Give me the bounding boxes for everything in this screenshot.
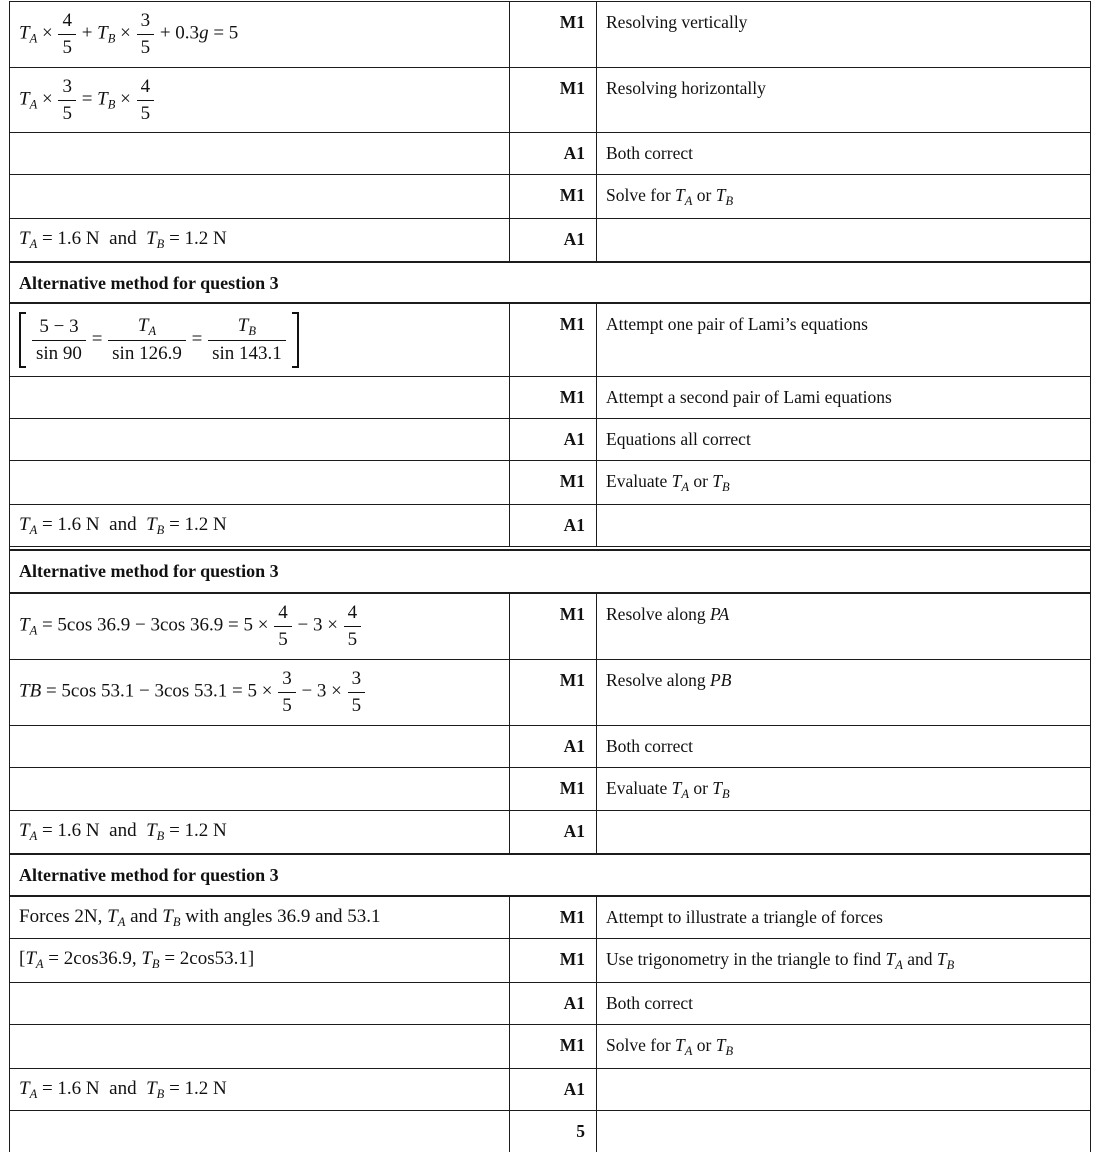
text-run: 3: [140, 10, 151, 31]
text-run: 5: [282, 695, 292, 716]
description-cell: [596, 461, 1090, 504]
mark-scheme-row: [10, 218, 1090, 261]
text-run: and: [125, 905, 163, 927]
text-run: 5: [140, 36, 151, 58]
working-cell: [10, 2, 509, 67]
mark-scheme-row: [10, 659, 1090, 725]
mark-cell: A1: [509, 133, 596, 174]
section-header-row: [10, 551, 1090, 592]
text-run: = 2cos36.9,: [43, 948, 142, 970]
description-cell: [596, 219, 1090, 261]
section-header-label: Alternative method for question 3: [19, 272, 279, 293]
description-cell: [596, 1069, 1090, 1111]
math-var: T: [675, 185, 685, 206]
fraction: [208, 315, 286, 365]
working-cell: [10, 304, 509, 376]
math-var: T: [715, 1034, 726, 1055]
math-var: TB: [19, 680, 42, 702]
text-run: with angles 36.9 and 53.1: [180, 905, 381, 927]
fraction: [32, 316, 86, 365]
math-var: T: [19, 615, 30, 637]
text-run: 3: [351, 668, 362, 690]
text-run: ×: [37, 88, 58, 110]
text-run: Attempt a second pair of Lami equations: [606, 387, 892, 408]
math-var: T: [146, 228, 157, 249]
text-run: = 1.2 N: [164, 820, 227, 842]
text-run: = 5: [208, 22, 239, 44]
text-run: =: [86, 328, 108, 350]
description-cell: [596, 377, 1090, 418]
text-run: 4: [62, 10, 72, 31]
mark-scheme-row: [10, 810, 1090, 853]
mark-cell: M1: [509, 594, 596, 659]
working-cell: [10, 377, 509, 418]
mark-cell: M1: [509, 377, 596, 418]
text-run: 4: [347, 602, 358, 624]
math-var: PB: [710, 670, 732, 691]
description-cell: [596, 419, 1090, 460]
mark-scheme-row: [10, 460, 1090, 504]
text-run: ×: [115, 88, 136, 110]
text-run: Evaluate: [606, 471, 672, 492]
math-subscript: A: [681, 480, 689, 495]
math-var: T: [936, 949, 947, 970]
math-subscript: B: [248, 324, 257, 339]
text-run: sin 90: [36, 342, 82, 364]
text-run: sin 126.9: [112, 343, 182, 365]
math-var: T: [162, 905, 173, 927]
text-run: =: [76, 88, 98, 110]
math-var: T: [712, 471, 723, 492]
big-close-bracket: [292, 312, 299, 368]
math-subscript: B: [151, 957, 160, 972]
mark-cell: A1: [509, 983, 596, 1024]
math-subscript: B: [946, 958, 955, 973]
math-subscript: B: [156, 522, 165, 537]
text-run: Resolve along: [606, 670, 711, 691]
text-run: Both correct: [606, 735, 693, 756]
working-cell: [10, 419, 509, 460]
math-subscript: A: [29, 522, 38, 537]
description-cell: [596, 660, 1090, 725]
text-run: − 3 ×: [292, 615, 343, 637]
math-subscript: A: [29, 97, 38, 112]
text-run: = 5cos 36.9 − 3cos 36.9 = 5 ×: [37, 615, 274, 637]
text-run: = 1.2 N: [164, 1077, 227, 1099]
mark-cell: M1: [509, 461, 596, 504]
math-var: T: [146, 513, 157, 535]
working-cell: [10, 68, 509, 133]
mark-scheme-row: [10, 174, 1090, 218]
working-cell: [10, 219, 509, 261]
working-cell: [10, 897, 509, 939]
fraction: [137, 76, 155, 125]
mark-cell: M1: [509, 768, 596, 811]
mark-scheme-row: [10, 592, 1090, 659]
text-run: Solve for: [606, 1034, 676, 1055]
text-run: − 3 ×: [296, 680, 347, 702]
math-var: T: [19, 228, 30, 249]
text-run: ×: [37, 22, 58, 44]
math-var: T: [237, 315, 249, 337]
text-run: = 1.6 N and: [37, 1077, 147, 1099]
big-open-bracket: [19, 312, 26, 368]
mark-scheme-row: [10, 895, 1090, 939]
math-subscript: A: [29, 1086, 38, 1101]
description-cell: [596, 594, 1090, 659]
text-run: Evaluate: [606, 777, 672, 798]
mark-cell: A1: [509, 219, 596, 261]
mark-cell: M1: [509, 897, 596, 939]
math-var: T: [671, 471, 682, 492]
math-var: T: [97, 88, 108, 110]
mark-cell: M1: [509, 175, 596, 218]
math-var: PA: [710, 604, 730, 625]
math-var: T: [107, 905, 118, 927]
math-var: T: [141, 948, 152, 970]
mark-scheme-row: [10, 2, 1090, 67]
math-subscript: A: [684, 194, 693, 209]
description-cell: [596, 1111, 1090, 1152]
mark-cell: M1: [509, 68, 596, 133]
math-var: T: [675, 1034, 685, 1055]
math-var: T: [146, 1077, 157, 1099]
text-run: sin 143.1: [212, 343, 282, 365]
total-marks-row: [10, 1110, 1090, 1152]
mark-cell: M1: [509, 660, 596, 725]
text-run: Resolving horizontally: [606, 77, 766, 98]
working-cell: [10, 133, 509, 174]
math-var: T: [146, 820, 157, 842]
text-run: 5: [351, 695, 362, 716]
text-run: Resolving vertically: [606, 12, 748, 32]
text-run: Resolve along: [606, 604, 711, 625]
math-subscript: B: [725, 1043, 734, 1058]
mark-cell: A1: [509, 1069, 596, 1111]
working-cell: [10, 768, 509, 811]
mark-scheme-row: [10, 302, 1090, 376]
math-subscript: A: [29, 237, 38, 251]
mark-scheme-row: [10, 504, 1090, 547]
math-var: T: [137, 315, 149, 337]
math-var: T: [19, 22, 30, 44]
math-var: T: [19, 513, 30, 535]
text-run: or: [692, 1034, 716, 1055]
text-run: = 2cos53.1]: [159, 948, 255, 970]
text-run: Attempt one pair of Lami’s equations: [606, 314, 868, 335]
working-cell: [10, 983, 509, 1024]
math-subscript: B: [156, 829, 165, 844]
description-cell: [596, 897, 1090, 939]
description-cell: [596, 68, 1090, 133]
math-subscript: B: [107, 97, 116, 112]
working-cell: [10, 811, 509, 853]
text-run: 5 − 3: [39, 315, 79, 337]
text-run: 5: [140, 102, 151, 124]
description-cell: [596, 1025, 1090, 1068]
math-var: T: [19, 1077, 30, 1099]
math-var: T: [25, 948, 36, 970]
working-cell: [10, 1025, 509, 1068]
working-cell: [10, 175, 509, 218]
math-subscript: A: [29, 829, 38, 844]
mark-scheme-row: [10, 67, 1090, 133]
text-run: Forces 2N,: [19, 905, 108, 927]
section-header-row: [10, 853, 1090, 895]
math-subscript: A: [684, 1043, 693, 1058]
section-header-label: Alternative method for question 3: [19, 865, 279, 886]
working-cell: [10, 939, 509, 982]
math-var: T: [715, 185, 726, 206]
description-cell: [596, 983, 1090, 1024]
description-cell: [596, 768, 1090, 811]
math-var: T: [97, 22, 108, 44]
math-subscript: A: [29, 624, 38, 639]
text-run: = 1.2 N: [164, 228, 227, 249]
text-run: 5: [278, 629, 288, 651]
text-run: or: [688, 471, 713, 492]
mark-cell: A1: [509, 811, 596, 853]
description-cell: [596, 2, 1090, 67]
text-run: = 1.6 N and: [37, 228, 147, 249]
math-var: T: [671, 777, 682, 798]
math-subscript: B: [722, 786, 730, 801]
text-run: and: [902, 949, 937, 970]
working-cell: [10, 594, 509, 659]
text-run: 5: [62, 102, 72, 124]
text-run: 5: [347, 629, 358, 651]
text-run: 4: [140, 75, 151, 97]
text-run: Use trigonometry in the triangle to find: [606, 949, 886, 970]
fraction: [278, 668, 296, 717]
text-run: Both correct: [606, 143, 693, 164]
working-cell: [10, 1069, 509, 1111]
mark-scheme-row: [10, 1068, 1090, 1111]
description-cell: [596, 939, 1090, 982]
math-subscript: B: [722, 480, 730, 495]
math-subscript: B: [725, 194, 734, 209]
fraction: [348, 668, 366, 717]
math-subscript: B: [156, 237, 165, 251]
section-header-label: Alternative method for question 3: [19, 561, 279, 582]
mark-scheme-row: [10, 376, 1090, 418]
mark-cell: A1: [509, 419, 596, 460]
text-run: Both correct: [606, 992, 693, 1013]
mark-scheme-table: [9, 1, 1091, 1152]
text-run: = 5cos 53.1 − 3cos 53.1 = 5 ×: [41, 680, 278, 702]
total-marks-cell: 5: [509, 1111, 596, 1152]
math-var: T: [712, 777, 723, 798]
text-run: or: [692, 185, 716, 206]
text-run: + 0.3: [155, 22, 200, 44]
text-run: 5: [62, 36, 72, 58]
fraction: [344, 602, 362, 651]
text-run: =: [186, 328, 208, 350]
text-run: 3: [282, 668, 292, 690]
math-subscript: A: [117, 914, 126, 929]
math-subscript: A: [35, 957, 44, 972]
text-run: = 1.6 N and: [37, 513, 147, 535]
fraction: [274, 602, 292, 651]
text-run: [: [19, 948, 26, 970]
text-run: ×: [115, 22, 136, 44]
math-subscript: B: [156, 1086, 165, 1101]
mark-scheme-row: [10, 132, 1090, 174]
math-subscript: A: [895, 958, 903, 973]
description-cell: [596, 133, 1090, 174]
mark-scheme-row: [10, 767, 1090, 811]
text-run: Solve for: [606, 185, 676, 206]
fraction: [58, 76, 76, 125]
mark-scheme-row: [10, 982, 1090, 1024]
math-subscript: A: [29, 31, 38, 46]
text-run: = 1.2 N: [164, 513, 227, 535]
mark-cell: A1: [509, 505, 596, 547]
mark-cell: M1: [509, 304, 596, 376]
description-cell: [596, 505, 1090, 547]
working-cell: [10, 726, 509, 767]
math-subscript: B: [172, 914, 181, 929]
math-subscript: B: [107, 31, 116, 46]
fraction: [58, 10, 76, 59]
description-cell: [596, 304, 1090, 376]
text-run: 3: [62, 75, 72, 97]
text-run: or: [688, 777, 713, 798]
math-var: g: [199, 22, 209, 44]
mark-cell: M1: [509, 2, 596, 67]
working-cell: [10, 505, 509, 547]
mark-cell: A1: [509, 726, 596, 767]
math-var: T: [19, 88, 30, 110]
math-subscript: A: [681, 786, 689, 801]
math-subscript: A: [148, 324, 157, 339]
text-run: Attempt to illustrate a triangle of forces: [606, 906, 883, 927]
section-header-row: [10, 261, 1090, 303]
mark-cell: M1: [509, 1025, 596, 1068]
mark-scheme-row: [10, 418, 1090, 460]
mark-scheme-row: [10, 1024, 1090, 1068]
working-cell: [10, 461, 509, 504]
working-cell: [10, 660, 509, 725]
mark-scheme-row: [10, 938, 1090, 982]
fraction: [108, 315, 186, 365]
mark-cell: M1: [509, 939, 596, 982]
math-var: T: [19, 820, 30, 842]
text-run: 4: [278, 602, 288, 624]
description-cell: [596, 811, 1090, 853]
math-var: T: [885, 949, 896, 970]
text-run: Equations all correct: [606, 429, 751, 450]
text-run: +: [76, 22, 98, 44]
description-cell: [596, 175, 1090, 218]
mark-scheme-row: [10, 725, 1090, 767]
description-cell: [596, 726, 1090, 767]
working-cell: [10, 1111, 509, 1152]
text-run: = 1.6 N and: [37, 820, 147, 842]
fraction: [137, 10, 155, 59]
